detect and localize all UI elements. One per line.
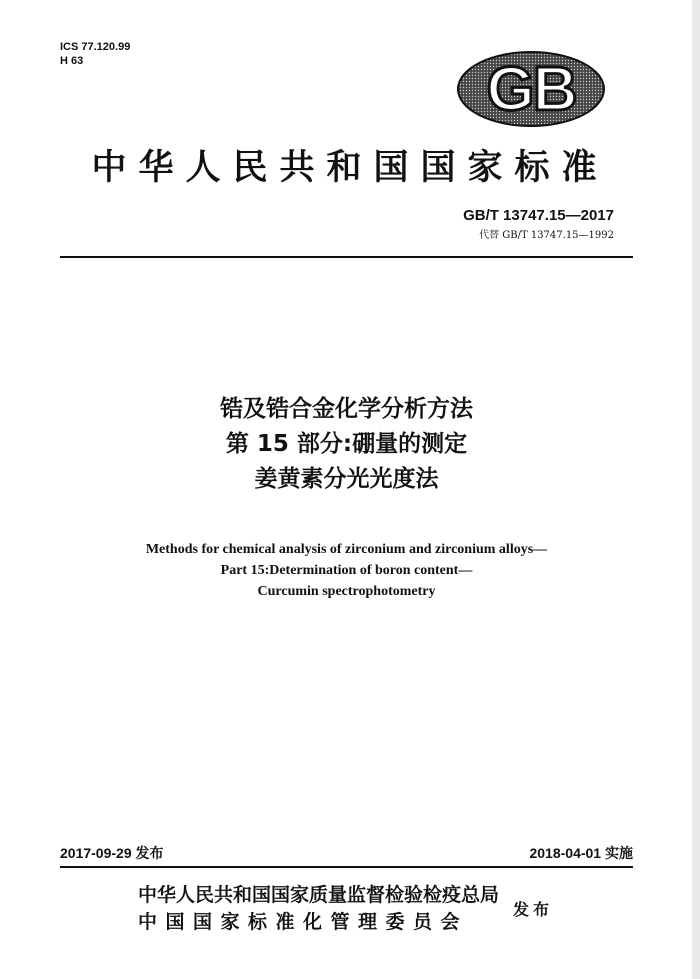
document-type-title: 中华人民共和国国家标准 (91, 147, 609, 188)
classification-block (60, 40, 130, 68)
gb-logo-text: GB (486, 55, 576, 124)
gb-logo (456, 50, 606, 128)
standard-number: GB/T 13747.15—2017 (463, 207, 614, 224)
english-title-line-1: Methods for chemical analysis of zirconium and zirconium alloys— (145, 542, 548, 557)
page-edge-shadow (692, 0, 700, 979)
english-title-line-2: Part 15:Determination of boron content— (220, 563, 473, 578)
gb-logo-mark (456, 50, 606, 128)
english-title-line-3: Curcumin spectrophotometry (257, 584, 436, 599)
issuer-sac: 中国国家标准化管理委员会 (138, 911, 469, 933)
chinese-title (60, 392, 633, 497)
standard-number-block (463, 207, 614, 241)
issue-date: 2017-09-29 发布 (60, 845, 164, 861)
issuer-aqsiq: 中华人民共和国国家质量监督检验检疫总局 (138, 884, 500, 906)
chinese-title-line-3: 姜黄素分光光度法 (254, 466, 439, 492)
ccs-code: H 63 (60, 55, 84, 67)
chinese-title-line-2: 第 15 部分:硼量的测定 (225, 431, 468, 457)
implementation-date: 2018-04-01 实施 (529, 845, 633, 861)
bottom-divider (60, 866, 633, 868)
english-title (60, 539, 633, 602)
publish-label: 发布 (513, 900, 554, 919)
ics-code: ICS 77.120.99 (60, 41, 131, 53)
replaces-standard: 代替 GB/T 13747.15—1992 (479, 230, 614, 241)
issuing-authorities (138, 882, 499, 936)
chinese-title-line-1: 锆及锆合金化学分析方法 (220, 396, 473, 422)
top-divider (60, 256, 633, 258)
